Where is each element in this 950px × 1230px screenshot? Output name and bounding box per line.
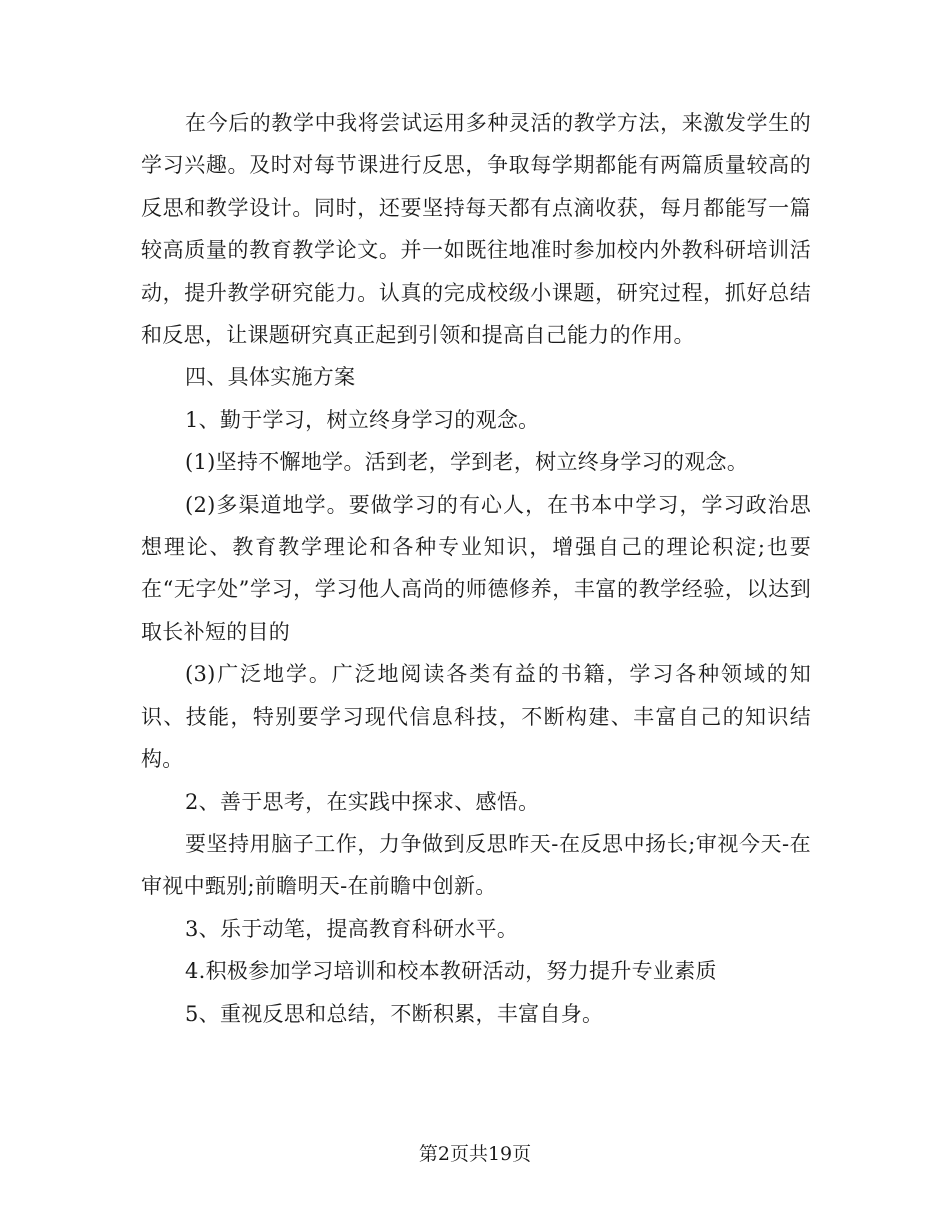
list-item-5: 5、重视反思和总结，不断积累，丰富自身。 — [185, 1001, 604, 1026]
list-item-3: 3、乐于动笔，提高教育科研水平。 — [185, 916, 519, 941]
document-body — [141, 102, 811, 1035]
list-item-2: 2、善于思考，在实践中探求、感悟。 — [185, 789, 540, 814]
paragraph-reflection: 要坚持用脑子工作，力争做到反思昨天-在反思中扬长;审视今天-在审视中甄别;前瞻明天-在前瞻中创新。 — [141, 831, 811, 899]
sub-item-3: (3)广泛地学。广泛地阅读各类有益的书籍，学习各种领域的知识、技能，特别要学习现代信息科技，不断构建、丰富自己的知识结构。 — [141, 662, 811, 772]
sub-item-2: (2)多渠道地学。要做学习的有心人，在书本中学习，学习政治思想理论、教育教学理论和各种专业知识，增强自己的理论积淀;也要在“无字处”学习，学习他人高尚的师德修养，丰富的教学经验，以达到取长补短的目的 — [141, 492, 811, 644]
paragraph-teaching-plan: 在今后的教学中我将尝试运用多种灵活的教学方法，来激发学生的学习兴趣。及时对每节课进行反思，争取每学期都能有两篇质量较高的反思和教学设计。同时，还要坚持每天都有点滴收获，每月都能写一篇较高质量的教育教学论文。并一如既往地准时参加校内外教科研培训活动，提升教学研究能力。认真的完成校级小课题，研究过程，抓好总结和反思，让课题研究真正起到引领和提高自己能力的作用。 — [141, 111, 811, 348]
list-item-4: 4.积极参加学习培训和校本教研活动，努力提升专业素质 — [185, 959, 717, 984]
section-heading-implementation: 四、具体实施方案 — [185, 365, 356, 390]
sub-item-1: (1)坚持不懈地学。活到老，学到老，树立终身学习的观念。 — [185, 450, 749, 475]
list-item-1: 1、勤于学习，树立终身学习的观念。 — [185, 407, 540, 432]
page-number: 第2页共19页 — [418, 1143, 532, 1165]
